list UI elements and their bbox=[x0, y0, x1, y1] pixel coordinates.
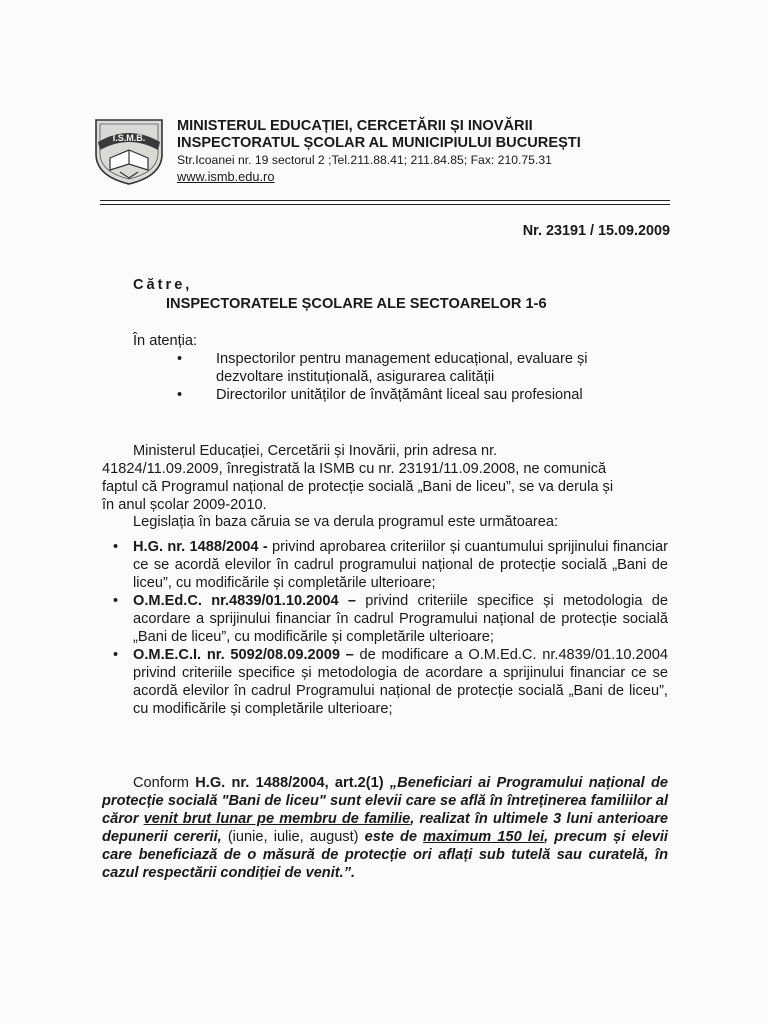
law-item bbox=[102, 592, 668, 646]
law-description: privind criteriile specifice și metodologia de acordare a sprijinului financiar în cadrul Programului național de protecție socială „Bani de liceu”, cu modificările și completările ulterioare; bbox=[133, 593, 668, 645]
underlined-term: venit brut lunar pe membru de familie bbox=[143, 811, 411, 827]
law-item bbox=[102, 538, 668, 592]
recipient-label: Către, bbox=[133, 277, 193, 293]
bullet-icon: • bbox=[113, 647, 119, 663]
attention-label: În atenția: bbox=[133, 333, 198, 349]
header-divider-thin bbox=[100, 204, 670, 205]
attention-item-line: dezvoltare instituțională, asigurarea calității bbox=[216, 369, 495, 385]
quoted-text: „Beneficiari ai Programului național de protecție socială "Bani de liceu" sunt elevii care se află în întreținerea familiilor al căror bbox=[102, 775, 668, 827]
inspectorate-name: INSPECTORATUL ȘCOLAR AL MUNICIPIULUI BUCUREȘTI bbox=[177, 135, 581, 151]
law-reference: H.G. nr. 1488/2004 - bbox=[133, 539, 268, 555]
paragraph-text: (iunie, iulie, august) bbox=[221, 829, 365, 845]
legislation-list bbox=[102, 538, 668, 718]
quoted-text: este de bbox=[364, 829, 424, 845]
attention-list bbox=[177, 350, 666, 404]
law-reference: O.M.Ed.C. nr.4839/01.10.2004 – bbox=[133, 593, 356, 609]
header-divider bbox=[100, 200, 670, 201]
bullet-icon: • bbox=[177, 351, 183, 367]
attention-item bbox=[177, 350, 666, 386]
attention-item bbox=[177, 386, 666, 404]
paragraph-line: Ministerul Educației, Cercetării și Inovării, prin adresa nr. bbox=[133, 443, 498, 459]
bullet-icon: • bbox=[177, 387, 183, 403]
quoted-text: , precum și elevii care beneficiază de o măsură de protecție ori aflați sub tutelă sau curatelă, în cazul respectării condiției de venit.”. bbox=[102, 829, 668, 881]
intro-paragraph bbox=[102, 442, 668, 514]
paragraph-line: 41824/11.09.2009, înregistrată la ISMB cu nr. 23191/11.09.2008, ne comunică bbox=[102, 461, 607, 477]
law-reference: O.M.E.C.I. nr. 5092/08.09.2009 – bbox=[133, 647, 354, 663]
paragraph-text: Conform bbox=[133, 775, 196, 791]
attention-item-line: Inspectorilor pentru management educațional, evaluare și bbox=[216, 351, 588, 367]
eligibility-paragraph bbox=[102, 774, 668, 882]
underlined-term: maximum 150 lei bbox=[423, 829, 545, 845]
attention-item-line: Directorilor unităților de învățământ liceal sau profesional bbox=[216, 387, 583, 403]
letterhead bbox=[177, 118, 677, 186]
bullet-icon: • bbox=[113, 539, 119, 555]
legislation-intro: Legislația în baza căruia se va derula programul este următoarea: bbox=[133, 514, 559, 530]
ismb-logo-icon bbox=[92, 114, 166, 186]
quoted-text: , realizat în ultimele 3 luni anterioare depunerii cererii, bbox=[102, 811, 669, 845]
bullet-icon: • bbox=[113, 593, 119, 609]
website-link[interactable]: www.ismb.edu.ro bbox=[177, 169, 275, 184]
paragraph-line: faptul că Programul național de protecție socială „Bani de liceu”, se va derula și bbox=[102, 479, 614, 495]
recipient-name: INSPECTORATELE ȘCOLARE ALE SECTOARELOR 1-6 bbox=[166, 296, 547, 312]
logo-text: I.S.M.B. bbox=[112, 133, 146, 143]
document-number: Nr. 23191 / 15.09.2009 bbox=[522, 223, 670, 239]
law-description: privind aprobarea criteriilor și cuantumului sprijinului financiar ce se acordă elevilor în cadrul programului național de protecție socială „Bani de liceu”, cu modificările și completările ulterioare; bbox=[133, 539, 668, 591]
contact-address: Str.Icoanei nr. 19 sectorul 2 ;Tel.211.88.41; 211.84.85; Fax: 210.75.31 bbox=[177, 153, 552, 167]
law-reference: H.G. nr. 1488/2004, art.2(1) bbox=[195, 775, 384, 791]
paragraph-line: în anul școlar 2009-2010. bbox=[102, 497, 267, 513]
ministry-name: MINISTERUL EDUCAȚIEI, CERCETĂRII ȘI INOVĂRII bbox=[177, 118, 533, 134]
law-item bbox=[102, 646, 668, 718]
law-description: de modificare a O.M.Ed.C. nr.4839/01.10.2004 privind criteriile specifice și metodologia de acordare a sprijinului financiar ce se acordă elevilor în cadrul Programului național de protecție socială „Bani de liceu”, cu modificările și completările ulterioare; bbox=[133, 647, 669, 717]
